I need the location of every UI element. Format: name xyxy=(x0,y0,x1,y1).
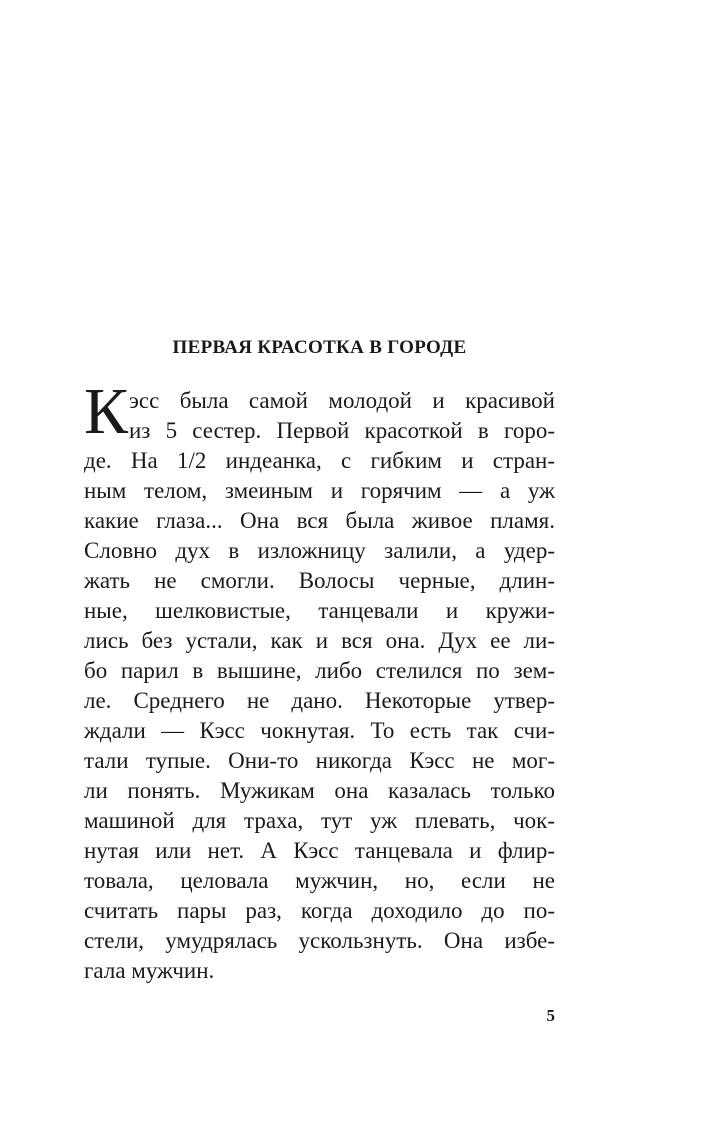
text-line-7: жать не смогли. Волосы черные, длин- xyxy=(84,568,555,593)
text-line-8: ные, шелковистые, танцевали и кружи- xyxy=(84,598,555,623)
text-line-10: бо парил в вышине, либо стелился по зем- xyxy=(84,658,555,683)
text-line-16: нутая или нет. А Кэсс танцевала и флир- xyxy=(84,838,555,863)
page-number: 5 xyxy=(546,1006,555,1025)
text-line-1: эсс была самой молодой и красивой xyxy=(129,388,555,413)
text-line-9: лись без устали, как и вся она. Дух ее ли- xyxy=(84,628,555,653)
drop-cap-container xyxy=(84,375,132,448)
drop-cap-letter: К xyxy=(84,375,129,448)
text-line-2: из 5 сестер. Первой красоткой в горо- xyxy=(129,418,555,443)
text-line-15: машиной для траха, тут уж плевать, чок- xyxy=(84,808,555,833)
text-line-5: какие глаза... Она вся была живое пламя. xyxy=(84,508,555,533)
text-line-4: ным телом, змеиным и горячим — а уж xyxy=(84,478,555,503)
text-line-12: ждали — Кэсс чокнутая. То есть так счи- xyxy=(84,718,555,743)
chapter-title: ПЕРВАЯ КРАСОТКА В ГОРОДЕ xyxy=(172,337,467,358)
text-line-11: ле. Среднего не дано. Некоторые утвер- xyxy=(84,688,555,713)
text-line-6: Словно дух в изложницу залили, а удер- xyxy=(84,538,555,563)
text-line-14: ли понять. Мужикам она казалась только xyxy=(84,778,555,803)
text-line-20: гала мужчин. xyxy=(84,958,215,983)
text-line-17: товала, целовала мужчин, но, если не xyxy=(84,868,555,893)
text-line-13: тали тупые. Они-то никогда Кэсс не мог- xyxy=(84,748,555,773)
text-line-19: стели, умудрялась ускользнуть. Она избе- xyxy=(84,928,555,953)
text-line-18: считать пары раз, когда доходило до по- xyxy=(84,898,555,923)
text-line-3: де. На 1/2 индеанка, с гибким и стран- xyxy=(84,448,555,473)
